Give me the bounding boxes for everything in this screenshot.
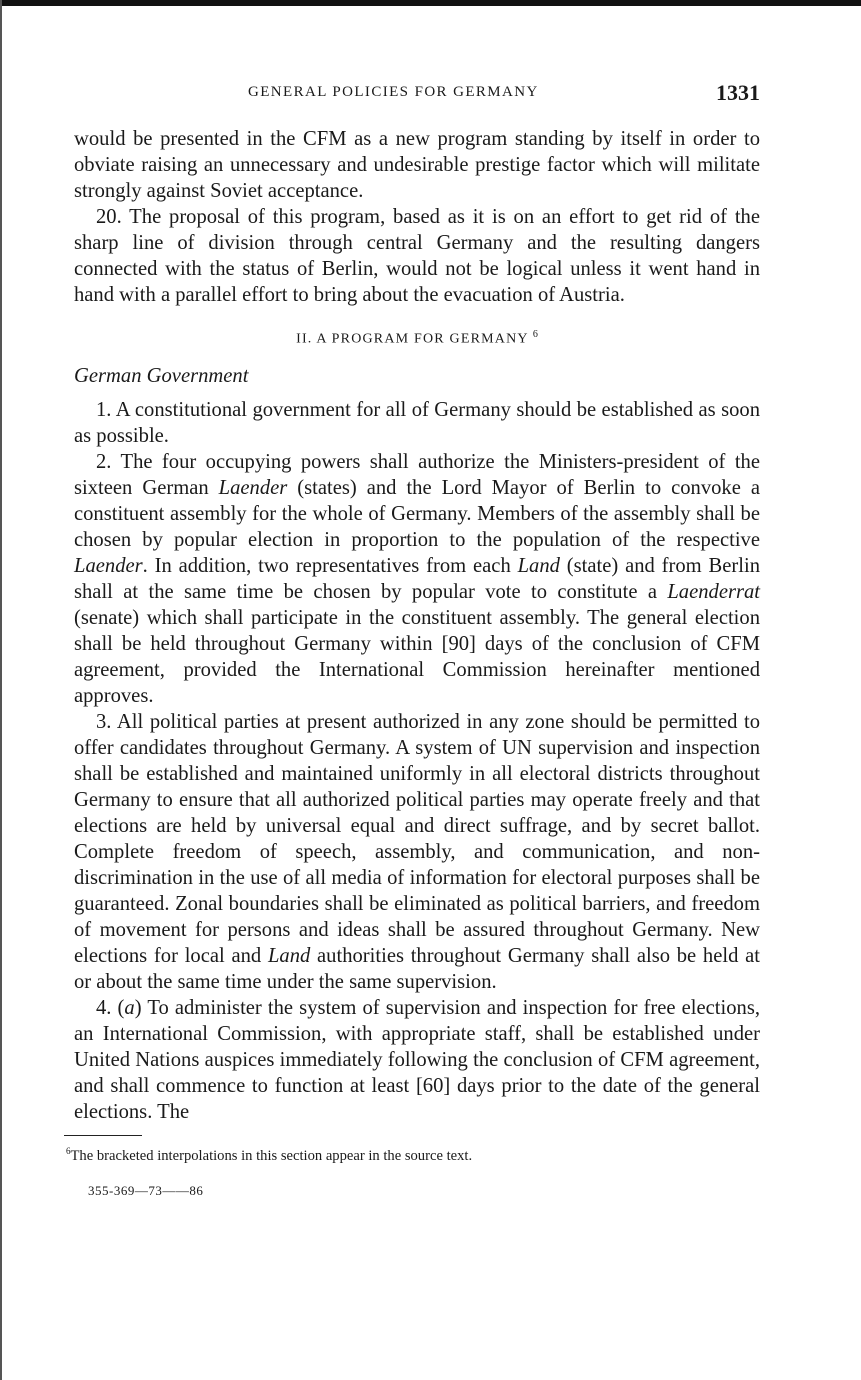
paragraph-20: 20. The proposal of this program, based as it is on an effort to get rid of the sharp line of division through central Germany and the resulting dangers connected with the status of Berlin, would not be logical unless it went hand in hand with a parallel effort to bring about the evacuation of Austria. — [74, 206, 760, 306]
item-1: 1. A constitutional government for all of Germany should be established as soon as possible. — [74, 398, 760, 447]
document-page — [66, 78, 760, 1199]
footnote-text: The bracketed interpolations in this section appear in the source text. — [70, 1148, 473, 1165]
subheading-german-government: German Government — [74, 364, 249, 387]
page-number: 1331 — [716, 80, 760, 105]
continued-paragraph: would be presented in the CFM as a new program standing by itself in order to obviate raising an unnecessary and undesirable prestige factor which will militate strongly against Soviet acceptance. — [74, 128, 760, 202]
footnote-reference: 6 — [532, 329, 538, 340]
body-text — [74, 126, 760, 1125]
item-3: 3. All political parties at present authorized in any zone should be permitted to offer candidates throughout Germany. A system of UN supervision and inspection shall be established and maintained uniformly in all electoral districts throughout Germany to ensure that all authorized political parties may operate freely and that elections are held by universal equal and direct suffrage, and by secret ballot. Complete freedom of speech, assembly, and communication, and non-discrimination in the use of all media of information for electoral purposes shall be guaranteed. Zonal boundaries shall be eliminated as political barriers, and freedom of movement for persons and ideas shall be assured throughout Germany. New elections for local and Land authorities throughout Germany shall also be held at or about the same time under the same supervision. — [74, 710, 760, 993]
print-code: 355-369—73——86 — [88, 1183, 204, 1199]
item-4: 4. (a) To administer the system of supervision and inspection for free elections, an International Commission, with appropriate staff, shall be established under United Nations auspices immediately following the conclusion of CFM agreement, and shall commence to function at least [60] days prior to the date of the general elections. The — [74, 996, 760, 1123]
running-head — [74, 78, 760, 112]
top-border — [0, 0, 861, 6]
footnote — [66, 1146, 760, 1165]
footnote-marker: 6 — [66, 1146, 71, 1157]
footnote-rule — [64, 1135, 142, 1137]
section-heading — [74, 322, 760, 353]
running-title: GENERAL POLICIES FOR GERMANY — [248, 84, 539, 100]
left-page-edge — [0, 0, 2, 1380]
section-heading-text: II. A PROGRAM FOR GERMANY — [296, 331, 529, 347]
item-2: 2. The four occupying powers shall authorize the Ministers-president of the sixteen German Laender (states) and the Lord Mayor of Berlin to convoke a constituent assembly for the whole of Germany. Members of the assembly shall be chosen by popular election in proportion to the population of the respective Laender. In addition, two representatives from each Land (state) and from Berlin shall at the same time be chosen by popular vote to constitute a Laenderrat (senate) which shall participate in the constituent assembly. The general election shall be held throughout Germany within [90] days of the conclusion of CFM agreement, provided the International Commission hereinafter mentioned approves. — [74, 450, 760, 707]
